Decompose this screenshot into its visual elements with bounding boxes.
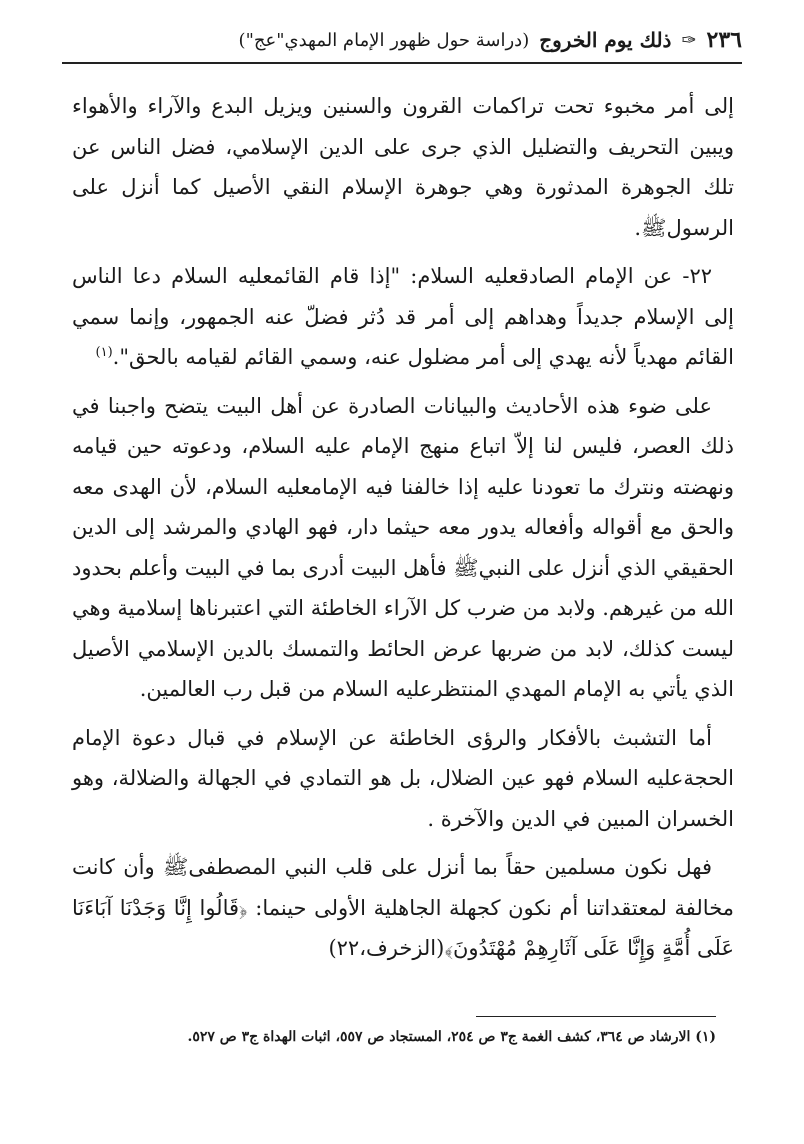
paragraph bbox=[72, 86, 734, 248]
book-subtitle: (دراسة حول ظهور الإمام المهدي"عج") bbox=[238, 29, 530, 51]
paragraph-text: على ضوء هذه الأحاديث والبيانات الصادرة عن أهل البيت يتضح واجبنا في ذلك العصر، فليس لنا إلاّ اتباع منهج الإمام عليه السلام، ودعوته حين قيامه ونهضته ونترك ما تعودنا عليه إذا خالفنا فيه الإمامعليه السلام، لأن الهدى معه والحق مع أقواله وأفعاله يدور معه حيثما دار، فهو الهادي والمرشد إلى الدين الحقيقي الذي أنزل على النبيﷺ فأهل البيت أدرى بما في البيت وأعلم بحدود الله من غيرهم. ولابد من ضرب كل الآراء الخاطئة التي اعتبرناها إسلامية وهي ليست كذلك، لابد من ضربها عرض الحائط والتمسك بالدين الإسلامي الأصيل الذي يأتي به الإمام المهدي المنتظرعليه السلام من قبل رب العالمين. bbox=[72, 393, 734, 701]
page-number: ٢٣٦ bbox=[706, 27, 742, 53]
paragraph bbox=[72, 847, 734, 969]
paragraph bbox=[72, 256, 734, 378]
paragraph bbox=[72, 718, 734, 840]
page-header bbox=[62, 18, 742, 64]
paragraph bbox=[72, 386, 734, 710]
footnote: (١) الارشاد ص ٣٦٤، كشف الغمة ج٣ ص ٢٥٤، المستجاد ص ٥٥٧، اثبات الهداة ج٣ ص ٥٢٧. bbox=[187, 1029, 716, 1045]
paragraph-text: أما التشبث بالأفكار والرؤى الخاطئة عن الإسلام في قبال دعوة الإمام الحجةعليه السلام فهو عين الضلال، بل هو التمادي في الجهالة والضلالة، وهو الخسران المبين في الدين والآخرة . bbox=[72, 725, 734, 831]
footnote-divider bbox=[476, 1016, 716, 1017]
paragraph-text: ٢٢- عن الإمام الصادقعليه السلام: "إذا قام القائمعليه السلام دعا الناس إلى الإسلام جديداً وهداهم إلى أمر قد دُثر فضلّ عنه الجمهور، وإنما سمي القائم مهدياً لأنه يهدي إلى أمر مضلول عنه، وسمي القائم لقيامه بالحق". bbox=[72, 264, 734, 369]
quill-ornament-icon: ✑ bbox=[681, 29, 697, 51]
page-body bbox=[72, 86, 734, 977]
paragraph-text: فهل نكون مسلمين حقاً بما أنزل على قلب النبي المصطفىﷺ وأن كانت مخالفة لمعتقداتنا أم نكون كجهلة الجاهلية الأولى حينما: ﴿قَالُوا إِنَّا وَجَدْنَا آبَاءَنَا عَلَى أُمَّةٍ وَإِنَّا عَلَى آثَارِهِمْ مُهْتَدُونَ﴾(الزخرف،٢٢) bbox=[72, 855, 734, 960]
paragraph-text: إلى أمر مخبوء تحت تراكمات القرون والسنين ويزيل البدع والآراء والأهواء ويبين التحريف والتضليل الذي جرى على الدين الإسلامي، فضل الناس عن تلك الجوهرة المدثورة وهي جوهرة الإسلام النقي الأصيل كما أنزل على الرسولﷺ. bbox=[72, 94, 734, 240]
book-title: ذلك يوم الخروج bbox=[539, 28, 672, 52]
footnote-reference[interactable]: (١) bbox=[95, 345, 113, 360]
